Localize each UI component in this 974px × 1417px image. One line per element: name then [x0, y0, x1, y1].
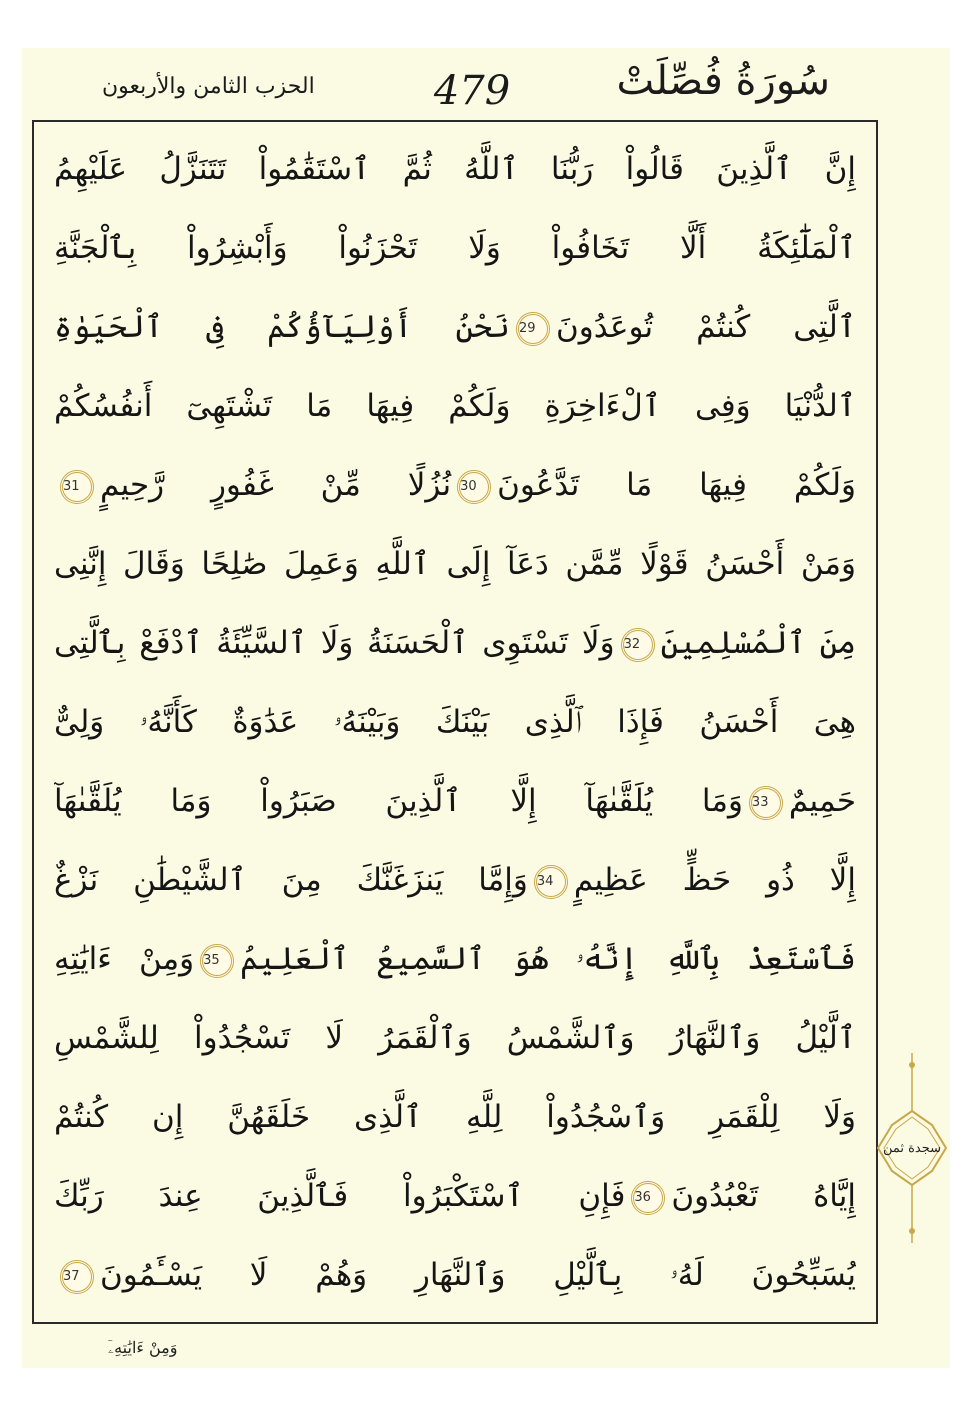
verse-text: وَإِمَّا يَنزَغَنَّكَ مِنَ ٱلشَّيْطَٰنِ نَزْغٌ — [54, 862, 528, 898]
verse-text: وَمَا يُلَقَّىٰهَآ إِلَّا ٱلَّذِينَ صَبَرُواْ وَمَا يُلَقَّىٰهَآ — [54, 783, 743, 819]
verse-line — [54, 920, 856, 998]
verse-line — [54, 604, 856, 682]
ayah-number-marker: 35 — [200, 944, 234, 978]
page-header — [22, 48, 950, 118]
verse-text: مِنَ ٱلْمُسْلِمِينَ — [660, 625, 856, 661]
text-frame — [32, 120, 878, 1324]
verse-text: نَحْنُ أَوْلِيَآؤُكُمْ فِى ٱلْحَيَوٰةِ — [54, 309, 510, 345]
mushaf-page — [22, 48, 950, 1368]
verse-text: ٱلْمَلَٰٓئِكَةُ أَلَّا تَخَافُواْ وَلَا تَحْزَنُواْ وَأَبْشِرُواْ بِٱلْجَنَّةِ — [54, 230, 856, 266]
verse-line — [54, 1157, 856, 1235]
ayah-number-marker: 33 — [749, 786, 783, 820]
verse-line — [54, 762, 856, 840]
verse-line — [54, 841, 856, 919]
verse-line — [54, 1236, 856, 1314]
verse-text: فَإِنِ ٱسْتَكْبَرُواْ فَٱلَّذِينَ عِندَ رَبِّكَ — [54, 1178, 626, 1214]
verse-text: فَٱسْتَعِذْ بِٱللَّهِ إِنَّهُۥ هُوَ ٱلسَّمِيعُ ٱلْعَلِيمُ — [240, 941, 856, 977]
verse-text: حَمِيمٌ — [788, 783, 856, 819]
verse-text: إِيَّاهُ تَعْبُدُونَ — [671, 1178, 856, 1214]
verse-line — [54, 446, 856, 524]
verse-text: وَمِنْ ءَايَٰتِهِ — [54, 941, 195, 977]
verse-line — [54, 683, 856, 761]
verse-line — [54, 130, 856, 208]
ayah-number-marker: 37 — [60, 1260, 94, 1294]
verse-line — [54, 999, 856, 1077]
verse-text: ٱلَّيْلُ وَٱلنَّهَارُ وَٱلشَّمْسُ وَٱلْقَمَرُ لَا تَسْجُدُواْ لِلشَّمْسِ — [54, 1020, 856, 1056]
verse-text: وَلَكُمْ فِيهَا مَا تَدَّعُونَ — [497, 467, 856, 503]
verse-text: وَلَا لِلْقَمَرِ وَٱسْجُدُواْ لِلَّهِ ٱلَّذِى خَلَقَهُنَّ إِن كُنتُمْ — [54, 1099, 856, 1135]
ayah-number-marker: 30 — [457, 470, 491, 504]
page-number: 479 — [433, 68, 511, 114]
verse-line — [54, 367, 856, 445]
verse-text: وَمَنْ أَحْسَنُ قَوْلًا مِّمَّن دَعَآ إِلَى ٱللَّهِ وَعَمِلَ صَٰلِحًا وَقَالَ إِنَّنِى — [54, 546, 856, 582]
catchword: وَمِنْ ءَايَٰتِهِۦٓ — [108, 1338, 178, 1357]
verse-text: إِلَّا ذُو حَظٍّ عَظِيمٍ — [573, 862, 856, 898]
ayah-number-marker: 31 — [60, 470, 94, 504]
verse-line — [54, 1078, 856, 1156]
verse-line — [54, 288, 856, 366]
verse-line — [54, 525, 856, 603]
ayah-number-marker: 29 — [516, 312, 550, 346]
verse-text: هِىَ أَحْسَنُ فَإِذَا ٱلَّذِى بَيْنَكَ وَبَيْنَهُۥ عَدَٰوَةٌ كَأَنَّهُۥ وَلِىٌّ — [54, 704, 856, 740]
verse-text: إِنَّ ٱلَّذِينَ قَالُواْ رَبُّنَا ٱللَّهُ ثُمَّ ٱسْتَقَٰمُواْ تَتَنَزَّلُ عَلَيْهِمُ — [54, 151, 856, 187]
sajda-label: سجدة ثمن — [882, 1141, 942, 1156]
verse-line — [54, 209, 856, 287]
verse-text: ٱلَّتِى كُنتُمْ تُوعَدُونَ — [555, 309, 856, 345]
verse-text: ٱلدُّنْيَا وَفِى ٱلْءَاخِرَةِ وَلَكُمْ فِيهَا مَا تَشْتَهِىٓ أَنفُسُكُمْ — [54, 388, 856, 424]
ayah-number-marker: 36 — [631, 1181, 665, 1215]
verse-text: يُسَبِّحُونَ لَهُۥ بِٱلَّيْلِ وَٱلنَّهَارِ وَهُمْ لَا يَسْـَٔمُونَ — [100, 1257, 856, 1293]
sajda-marker — [874, 1053, 950, 1243]
verse-text: نُزُلًا مِّنْ غَفُورٍ رَّحِيمٍ — [100, 467, 452, 503]
verse-text: وَلَا تَسْتَوِى ٱلْحَسَنَةُ وَلَا ٱلسَّيِّئَةُ ٱدْفَعْ بِٱلَّتِى — [54, 625, 615, 661]
surah-name: سُورَةُ فُصِّلَتْ — [616, 58, 830, 104]
verse-lines — [34, 122, 876, 1322]
hizb-label: الحزب الثامن والأربعون — [102, 74, 315, 99]
ayah-number-marker: 32 — [621, 628, 655, 662]
ayah-number-marker: 34 — [534, 865, 568, 899]
